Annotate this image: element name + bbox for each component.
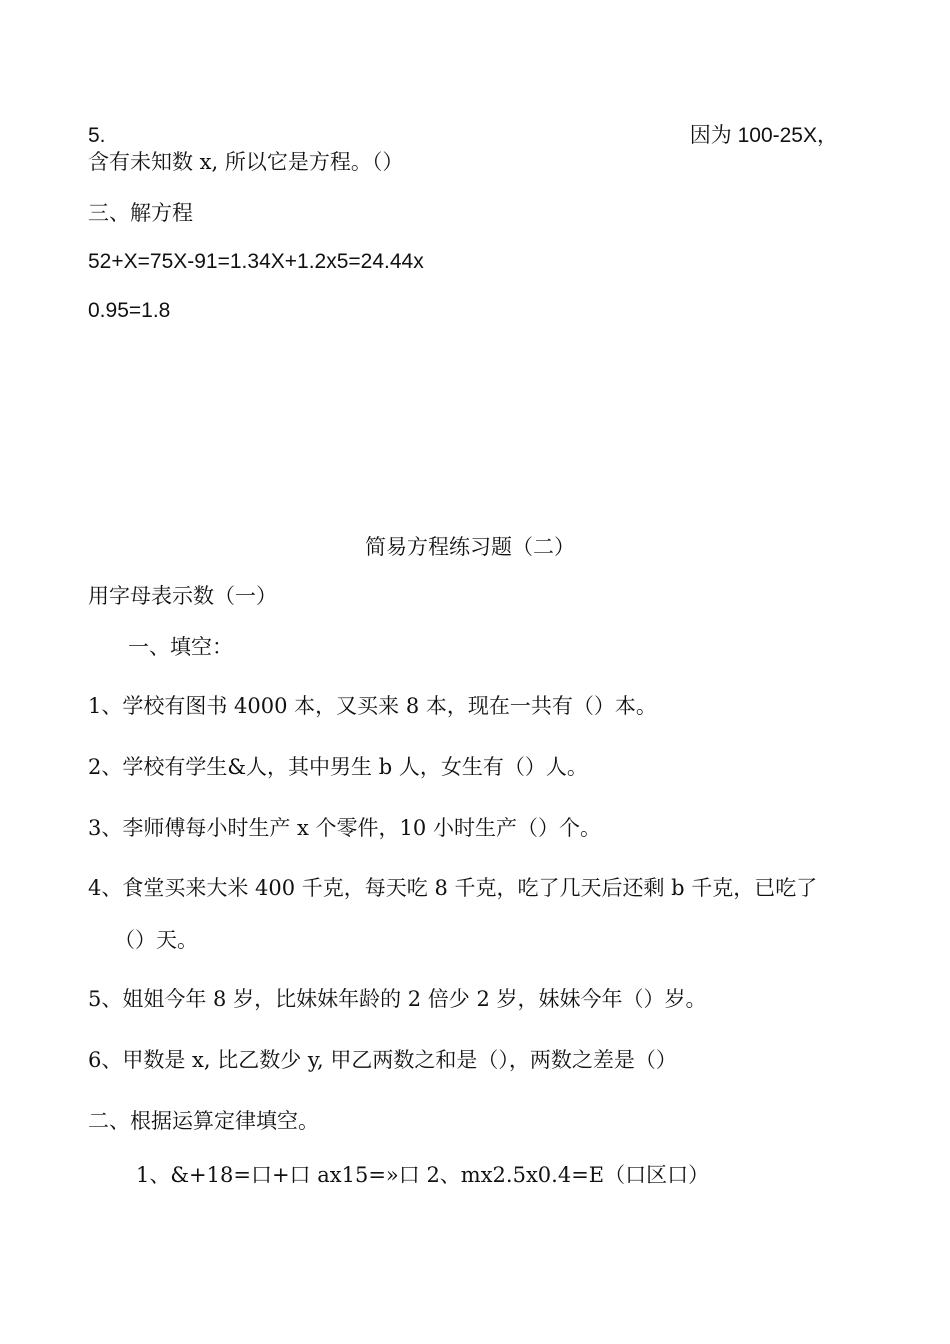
question-5-line-2: 含有未知数 x, 所以它是方程。（） bbox=[88, 150, 404, 174]
worksheet-subtitle: 用字母表示数（一） bbox=[88, 584, 277, 608]
question-5-number: 5. bbox=[88, 124, 106, 147]
equation-line-1: 52+X=75X-91=1.34X+1.2x5=24.44x bbox=[88, 250, 424, 273]
worksheet-title: 简易方程练习题（二） bbox=[365, 535, 575, 559]
list-item: 5、姐姐今年 8 岁，比妹妹年龄的 2 倍少 2 岁，妹妹今年（）岁。 bbox=[88, 987, 707, 1011]
operation-law-line: 1、&+18=口+口 ax15=»口 2、mx2.5x0.4=E（口区口） bbox=[136, 1163, 710, 1187]
list-item-continuation: （）天。 bbox=[114, 928, 198, 952]
question-5-right-text: 因为 100-25X， bbox=[689, 124, 838, 147]
list-item: 3、李师傅每小时生产 x 个零件，10 小时生产（）个。 bbox=[88, 816, 601, 840]
list-item: 1、学校有图书 4000 本，又买来 8 本，现在一共有（）本。 bbox=[88, 694, 657, 718]
operation-law-heading: 二、根据运算定律填空。 bbox=[88, 1109, 319, 1133]
list-item: 4、食堂买来大米 400 千克，每天吃 8 千克，吃了几天后还剩 b 千克，已吃了 bbox=[88, 876, 818, 900]
fill-in-heading: 一、填空： bbox=[128, 635, 233, 659]
equation-line-2: 0.95=1.8 bbox=[88, 299, 171, 322]
list-item: 2、学校有学生&人，其中男生 b 人，女生有（）人。 bbox=[88, 755, 588, 779]
list-item: 6、甲数是 x, 比乙数少 y, 甲乙两数之和是（），两数之差是（） bbox=[88, 1048, 677, 1072]
solve-equations-heading: 三、解方程 bbox=[88, 201, 193, 225]
